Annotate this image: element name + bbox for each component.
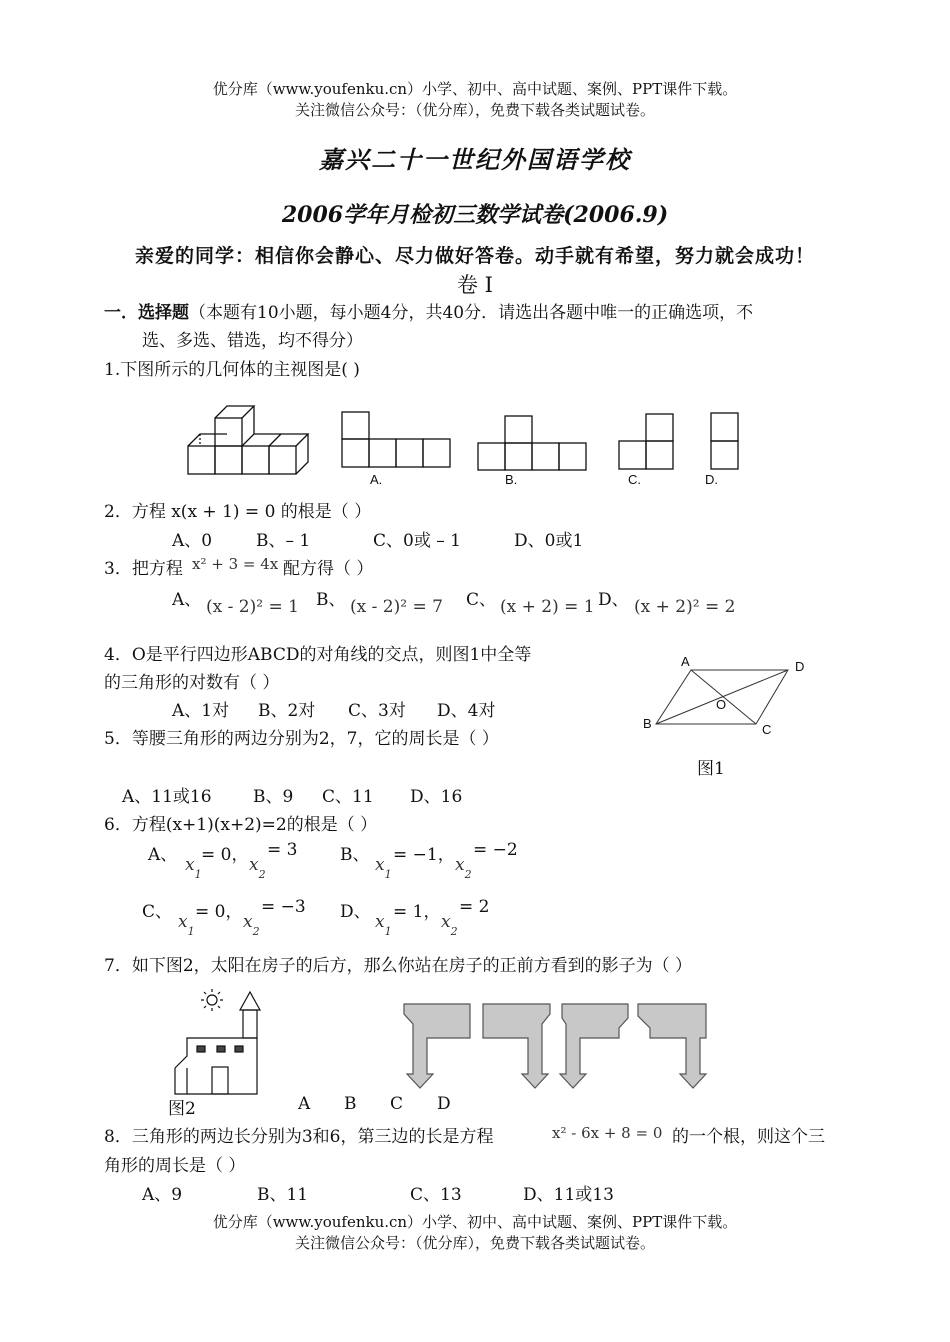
q1-label-b: B.	[505, 472, 518, 487]
section-1-desc-2: 选、多选、错选，均不得分）	[142, 331, 363, 351]
q6-letter-a: A、	[148, 845, 178, 865]
q1-label-d: D.	[705, 472, 718, 487]
q7-label-d: D	[437, 1094, 451, 1114]
q2-option-d: D、0或1	[514, 531, 584, 551]
q6-d-value-2: = 2	[459, 897, 490, 917]
q6-letter-b: B、	[340, 845, 370, 865]
q1-label-c: C.	[628, 472, 641, 487]
q3-text-b: 配方得（ ）	[283, 559, 374, 579]
q6-letter-d: D、	[340, 902, 371, 922]
q3-text-a: 3．把方程	[104, 559, 183, 579]
house-body	[175, 1038, 257, 1094]
q7-label-a: A	[298, 1094, 311, 1114]
point-b-label: B	[643, 716, 652, 731]
q6-c-x2: $x_2$	[243, 912, 260, 938]
q6-b-value-2: = −2	[473, 840, 518, 860]
q6-d-value-1: = 1，	[393, 902, 441, 922]
q3-option-a: (x - 2)² = 1	[206, 597, 299, 617]
q3-letter-d: D、	[598, 590, 629, 610]
q6-a-value-2: = 3	[267, 840, 298, 860]
q2-option-c: C、0或 – 1	[373, 531, 461, 551]
q6-d-x2: $x_2$	[441, 912, 458, 938]
footer-line-1: 优分库（www.youfenku.cn）小学、初中、高中试题、案例、PPT课件下载。	[212, 1213, 738, 1231]
point-c-label: C	[762, 722, 772, 737]
q8-line-2: 角形的周长是（ ）	[104, 1156, 246, 1176]
q7-label-b: B	[344, 1094, 357, 1114]
q3-option-b: (x - 2)² = 7	[350, 597, 443, 617]
q4-option-d: D、4对	[437, 701, 496, 721]
q6-b-x2: $x_2$	[455, 855, 472, 881]
tower-roof	[240, 992, 260, 1010]
figure-1-caption: 图1	[697, 759, 725, 779]
shadow-option-c	[560, 1004, 628, 1088]
door	[212, 1067, 228, 1094]
q4-option-a: A、1对	[172, 701, 230, 721]
q7-house-figure	[170, 984, 270, 1096]
point-d-label: D	[795, 659, 805, 674]
q6-d-x1: $x_1$	[375, 912, 392, 938]
sun-icon	[201, 989, 223, 1011]
exam-title: 2006学年月检初三数学试卷(2006.9)	[281, 202, 669, 228]
greeting: 亲爱的同学：相信你会静心、尽力做好答卷。动手就有希望，努力就会成功！	[134, 245, 815, 267]
q3-letter-c: C、	[466, 590, 497, 610]
q6-b-value-1: = −1，	[393, 845, 455, 865]
q1-label-a: A.	[370, 472, 383, 487]
section-1-desc: （本题有10小题，每小题4分，共40分．请选出各题中唯一的正确选项，不	[189, 303, 754, 323]
header-line-1: 优分库（www.youfenku.cn）小学、初中、高中试题、案例、PPT课件下载。	[212, 80, 738, 98]
q5-option-c: C、11	[322, 787, 374, 807]
q4-option-b: B、2对	[258, 701, 316, 721]
q1-text: 1.下图所示的几何体的主视图是( )	[104, 360, 360, 380]
q2-option-b: B、– 1	[256, 531, 311, 551]
point-o-label: O	[716, 697, 727, 712]
q8-option-b: B、11	[257, 1185, 309, 1205]
q6-b-x1: $x_1$	[375, 855, 392, 881]
q6-c-value-2: = −3	[261, 897, 306, 917]
q6-c-x1: $x_1$	[178, 912, 195, 938]
q1-view-d	[711, 413, 738, 469]
q3-equation: x² + 3 = 4x	[192, 555, 279, 573]
q8-equation: x² - 6x + 8 = 0	[552, 1124, 663, 1142]
q5-option-b: B、9	[253, 787, 294, 807]
footer-line-2: 关注微信公众号：（优分库），免费下载各类试题试卷。	[294, 1234, 655, 1252]
figure-2-caption: 图2	[168, 1099, 196, 1119]
q4-option-c: C、3对	[348, 701, 406, 721]
q4-line-2: 的三角形的对数有（ ）	[104, 673, 280, 693]
q6-a-value-1: = 0，	[201, 845, 249, 865]
section-1-heading	[104, 298, 753, 323]
section-1-name: 选择题	[138, 303, 189, 323]
q6-a-x2: $x_2$	[249, 855, 266, 881]
section-1-num: 一．	[104, 303, 138, 323]
q6-a-x1: $x_1$	[185, 855, 202, 881]
shadow-option-a	[404, 1004, 470, 1088]
header-line-2: 关注微信公众号：（优分库），免费下载各类试题试卷。	[294, 101, 655, 119]
q8-option-d: D、11或13	[523, 1185, 614, 1205]
shadow-option-d	[638, 1004, 706, 1088]
school-name: 嘉兴二十一世纪外国语学校	[319, 145, 631, 174]
q3-option-d: (x + 2)² = 2	[634, 597, 736, 617]
q1-view-c	[619, 414, 673, 469]
q5-option-a: A、11或16	[122, 787, 212, 807]
q6-text: 6．方程(x+1)(x+2)=2的根是（ ）	[104, 815, 378, 835]
q6-c-value-1: = 0，	[195, 902, 243, 922]
q5-text: 5．等腰三角形的两边分别为2，7，它的周长是（ ）	[104, 729, 499, 749]
q3-letter-a: A、	[172, 590, 202, 610]
q5-option-d: D、16	[410, 787, 463, 807]
q1-figures	[180, 392, 740, 497]
q2-text: 2．方程 x(x + 1) = 0 的根是（ ）	[104, 502, 372, 522]
q7-label-c: C	[390, 1094, 404, 1114]
q8-line-1a: 8．三角形的两边长分别为3和6，第三边的长是方程	[104, 1127, 494, 1147]
q6-letter-c: C、	[142, 902, 173, 922]
q7-text: 7．如下图2，太阳在房子的后方，那么你站在房子的正前方看到的影子为（ ）	[104, 956, 693, 976]
point-a-label: A	[681, 654, 690, 669]
q1-solid-figure	[188, 406, 308, 474]
q8-option-c: C、13	[410, 1185, 462, 1205]
q3-option-c: (x + 2) = 1	[500, 597, 595, 617]
q1-view-b	[478, 416, 586, 470]
q3-letter-b: B、	[316, 590, 346, 610]
q8-option-a: A、9	[142, 1185, 183, 1205]
q8-line-1b: 的一个根，则这个三	[672, 1127, 825, 1147]
q2-option-a: A、0	[172, 531, 213, 551]
volume-label: 卷 Ⅰ	[457, 273, 493, 297]
q4-line-1: 4．O是平行四边形ABCD的对角线的交点，则图1中全等	[104, 645, 532, 665]
shadow-option-b	[483, 1004, 550, 1088]
q7-shadow-options	[400, 998, 712, 1094]
q1-view-a	[342, 412, 450, 467]
tower	[243, 1010, 257, 1038]
